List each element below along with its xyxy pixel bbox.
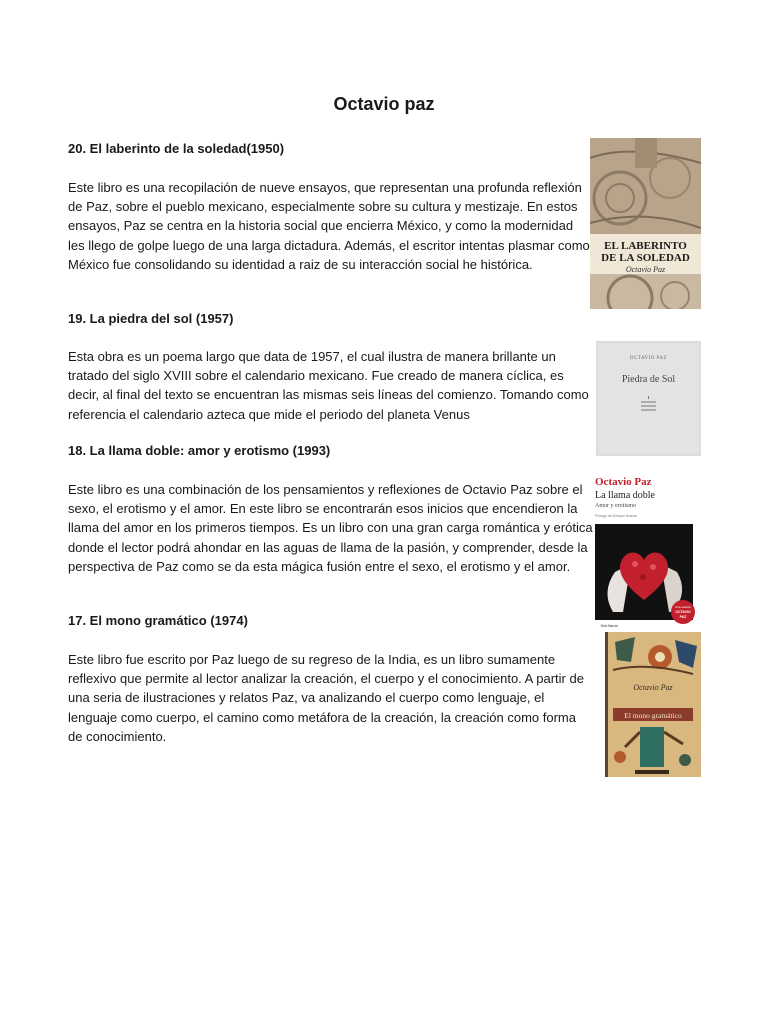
cover-mono-author: Octavio Paz [633, 683, 673, 692]
cover-llama-prologue: Prólogo de Enrique Krauze [595, 514, 638, 518]
cover-piedra [596, 341, 701, 456]
book-paragraph-llama: Este libro es una combinación de los pensamientos y reflexiones de Octavio Paz sobre el sexo, el erotismo y el amor. En este libro se encontrarán esos inicios que encendieron la llama del amor en los primeros tiempos. Es un libro con una gran carga romántica y erótica donde el lector podrá ahondar en las aguas de llama de la pasión, y comprender, desde la perspectiva de Paz como se da esta mágica fusión entre el sexo, el erotismo y el amor. [68, 482, 593, 574]
cover-piedra-author: OCTAVIO PAZ [629, 356, 668, 361]
cover-laberinto-author: Octavio Paz [625, 265, 666, 274]
cover-mono-title: El mono gramático [624, 711, 682, 720]
cover-laberinto [590, 138, 701, 309]
cover-laberinto-title-2: DE LA SOLEDAD [601, 252, 690, 264]
cover-llama-subtitle: Amor y erotismo [595, 503, 636, 509]
cover-piedra-art [596, 341, 701, 456]
cover-llama [593, 472, 702, 629]
cover-mono [605, 632, 701, 777]
cover-llama-badge-3: PAZ [679, 615, 687, 619]
cover-llama-author: Octavio Paz [595, 476, 652, 488]
book-paragraph-mono: Este libro fue escrito por Paz luego de su regreso de la India, es un libro sumamente reflexivo que permite al lector analizar la creación, el cuerpo y el conocimiento. A partir de una seria de ilustraciones y relatos Paz, va analizando el cuerpo como lenguaje, el lenguaje como cuerpo, el camino como metáfora de la creación, la creación como forma de conocimiento. [68, 652, 584, 744]
book-heading-llama: 18. La llama doble: amor y erotismo (1993) [68, 443, 331, 458]
cover-mono-art [605, 632, 701, 777]
cover-llama-badge-2: OCTAVIO [675, 610, 691, 614]
cover-llama-title: La llama doble [595, 490, 655, 501]
cover-llama-badge-1: Una edición [675, 605, 691, 609]
book-paragraph-laberinto: Este libro es una recopilación de nueve ensayos, que representan una profunda reflexión de Paz, sobre el pueblo mexicano, especialmente sobre su cultura y mestizaje. En estos ensayos, Paz se centra en la historia social que encierra México, y como la modernidad les llego de golpe luego de una larga dictadura. Además, el escritor intentas plasmar como México fue consolidando su identidad a raiz de su interacción social he histórica. [68, 180, 590, 272]
book-heading-laberinto: 20. El laberinto de la soledad(1950) [68, 141, 285, 156]
cover-laberinto-title-1: EL LABERINTO [604, 240, 687, 252]
book-paragraph-piedra: Esta obra es un poema largo que data de 1957, el cual ilustra de manera brillante un tratado del siglo XVIII sobre el calendario mexicano. Fue creado de manera cíclica, es decir, al final del texto se encuentran las mismas seis líneas del comienzo. Tomando como referencia el calendario azteca que mide el periodo del planeta Venus [68, 349, 589, 422]
page-title: Octavio paz [333, 94, 435, 114]
cover-llama-art [593, 472, 702, 629]
cover-laberinto-art [590, 138, 701, 309]
book-heading-piedra: 19. La piedra del sol (1957) [68, 311, 234, 326]
cover-llama-publisher: Seix Barral [600, 624, 618, 628]
cover-piedra-title: Piedra de Sol [621, 374, 676, 385]
book-heading-mono: 17. El mono gramático (1974) [68, 613, 248, 628]
